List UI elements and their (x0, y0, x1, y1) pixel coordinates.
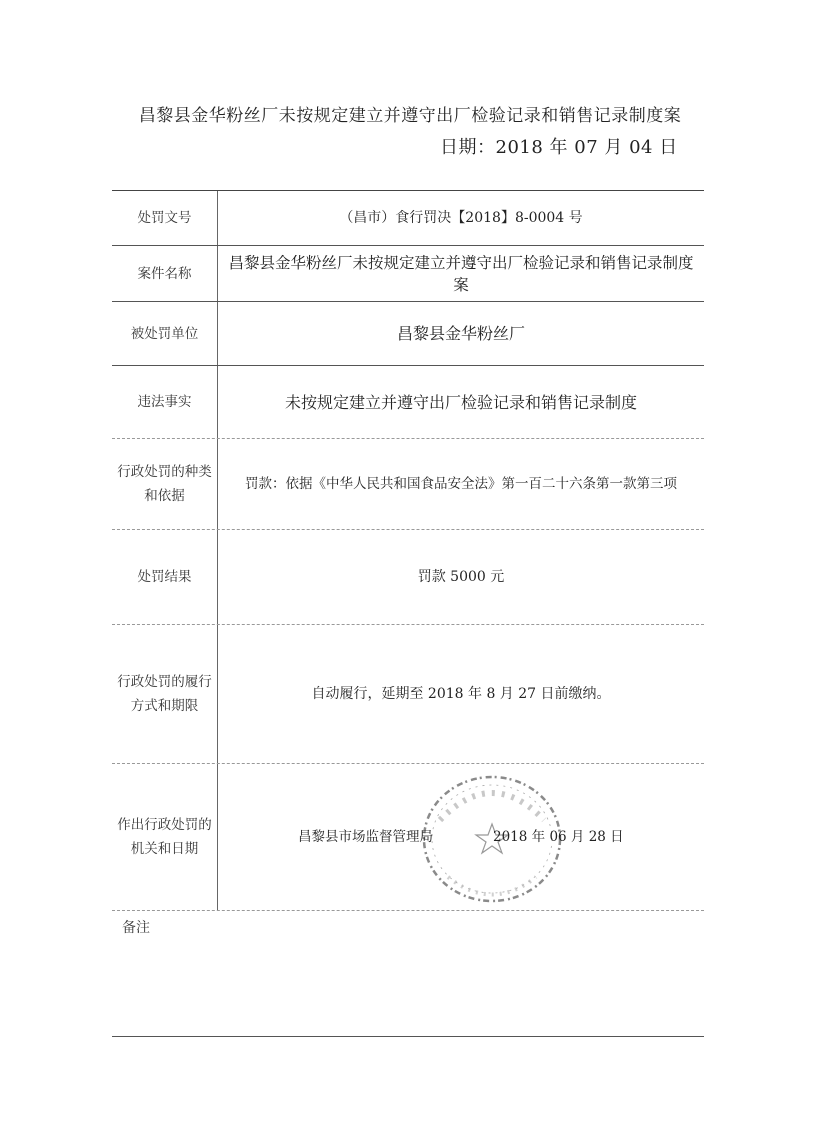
document-date: 日期：2018 年 07 月 04 日 (440, 137, 678, 158)
remarks-label: 备注 (122, 920, 150, 936)
row-value: 罚款：依据《中华人民共和国食品安全法》第一百二十六条第一款第三项 (245, 475, 677, 492)
row-value: （昌市）食行罚决【2018】8-0004 号 (339, 209, 583, 226)
table-row-remarks (112, 911, 704, 1037)
table-row-penalty-number (112, 191, 704, 246)
table-row-penalty-basis (112, 439, 704, 530)
table-row-penalty-result (112, 530, 704, 625)
penalty-info-table (112, 190, 704, 1037)
row-value: 昌黎县金华粉丝厂未按规定建立并遵守出厂检验记录和销售记录制度案 (228, 253, 694, 294)
table-row-violation-facts (112, 366, 704, 439)
issuing-authority: 昌黎县市场监督管理局 (298, 828, 433, 845)
row-label: 作出行政处罚的机关和日期 (112, 764, 218, 910)
table-row-penalized-unit (112, 302, 704, 366)
issue-date: 2018 年 06 月 28 日 (493, 828, 624, 845)
row-label: 处罚结果 (112, 530, 218, 624)
table-row-case-name (112, 246, 704, 302)
row-label: 案件名称 (112, 246, 218, 301)
row-value: 自动履行，延期至 2018 年 8 月 27 日前缴纳。 (311, 685, 611, 702)
row-label: 违法事实 (112, 366, 218, 438)
row-value: 昌黎县金华粉丝厂 (396, 324, 525, 343)
row-label: 行政处罚的履行方式和期限 (112, 625, 218, 763)
row-label: 处罚文号 (112, 191, 218, 245)
table-row-issuing-authority (112, 764, 704, 911)
document-title: 昌黎县金华粉丝厂未按规定建立并遵守出厂检验记录和销售记录制度案 (138, 106, 682, 126)
row-value: 未按规定建立并遵守出厂检验记录和销售记录制度 (284, 392, 637, 412)
row-label: 被处罚单位 (112, 302, 218, 365)
table-row-execution-method (112, 625, 704, 764)
row-value (218, 764, 704, 910)
row-label: 行政处罚的种类和依据 (112, 439, 218, 529)
row-value: 罚款 5000 元 (417, 568, 505, 585)
